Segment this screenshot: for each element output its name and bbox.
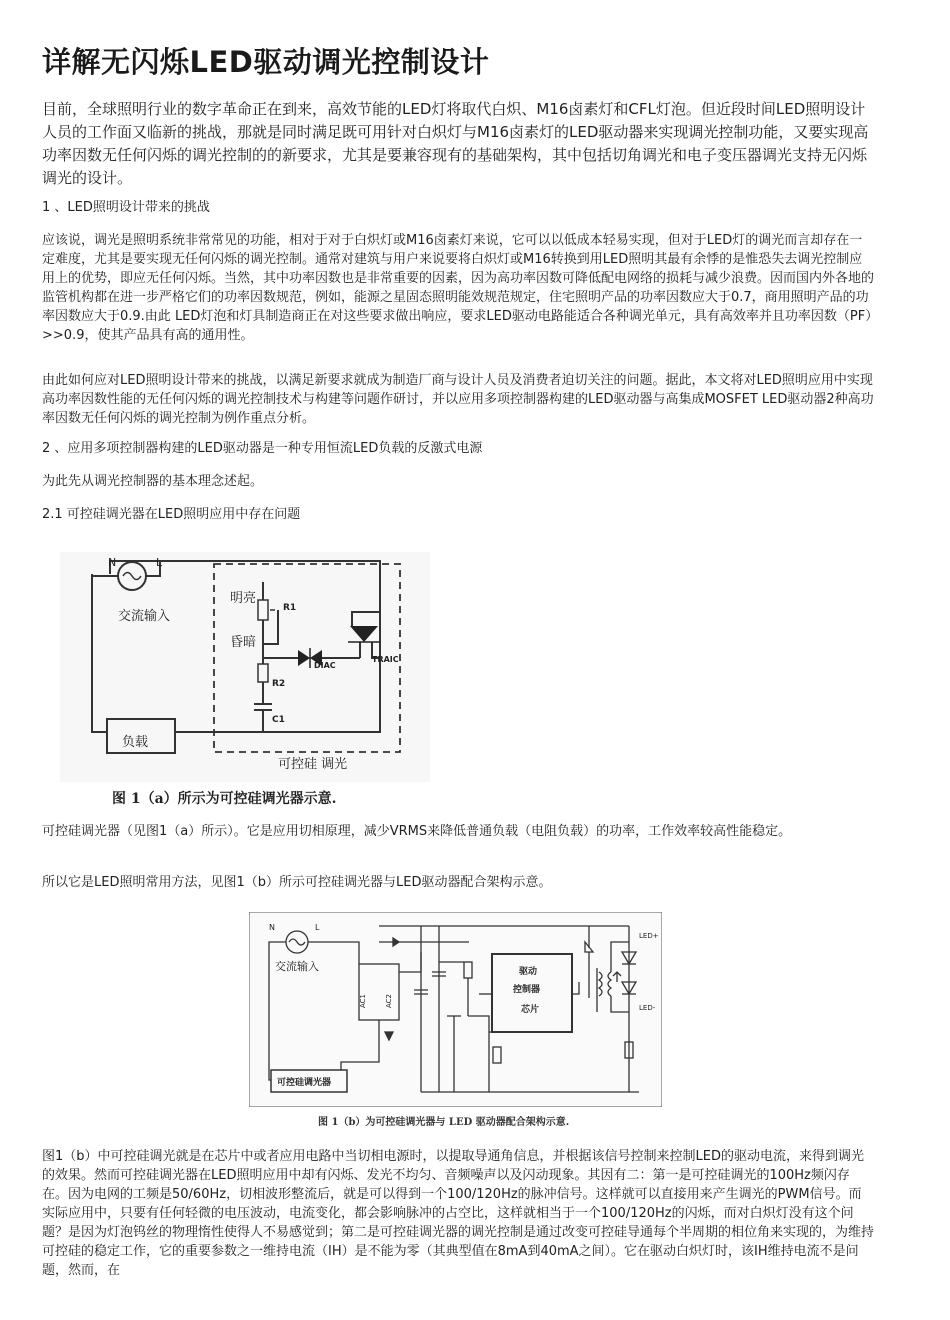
- fig-b-chip-line3: 芯片: [521, 1005, 540, 1015]
- fig-b-l-label: L: [315, 923, 320, 932]
- intro-paragraph: 目前，全球照明行业的数字革命正在到来，高效节能的LED灯将取代白炽、M16卤素灯和CFL灯泡。但近段时间LED照明设计人员的工作面又临新的挑战，那就是同时满足既可用针对白炽灯与M16卤素灯的LED驱动器来实现调光控制功能，又要实现高功率因数无任何闪烁的调光控制的的新要求，尤其是要兼容现有的基础架构，其中包括切角调光和电子变压器调光支持无闪烁调光的设计。: [42, 100, 869, 187]
- final-paragraph: 图1（b）中可控硅调光就是在芯片中或者应用电路中当切相电源时，以提取导通角信息，并根据该信号控制来控制LED的驱动电流，来得到调光的效果。然而可控硅调光器在LED照明应用中却有闪烁、发光不均匀、音频噪声以及闪动现象。其因有二：第一是可控硅调光的100Hz频闪存在。因为电网的工频是50/60Hz，切相波形整流后，就是可以得到一个100/120Hz的脉冲信号。这样就可以直接用来产生调光的PWM信号。而实际应用中，只要有任何轻微的电压波动，电流变化，都会影响脉冲的占空比，这样就相当于一个100/120Hz的闪烁，而对白炽灯没有这个问题？是因为灯泡钨丝的物理惰性使得人不易感觉到；第二是可控硅调光器的调光控制是通过改变可控硅导通每个半周期的相位角来实现的，为维持可控硅的稳定工作，它的重要参数之一维持电流（IH）是不能为零（其典型值在8mA到40mA之间）。它在驱动白炽灯时，该IH维持电流不是问题，然而，在: [42, 1149, 875, 1278]
- fig-a-r1-label: R1: [283, 603, 297, 613]
- fig-a-l-label: L: [156, 556, 163, 569]
- fig-a-triac-label: TRAIC: [372, 655, 399, 664]
- fig-a-c1-label: C1: [272, 715, 285, 725]
- figure-1a-caption: 图 1（a）所示为可控硅调光器示意.: [112, 791, 337, 807]
- fig-a-diac-label: DIAC: [314, 661, 336, 670]
- page-title: 详解无闪烁LED驱动调光控制设计: [42, 45, 490, 79]
- section1-paragraph-1: 应该说，调光是照明系统非常常见的功能，相对于对于白炽灯或M16卤素灯来说，它可以以低成本轻易实现，但对于LED灯的调光而言却存在一定难度，尤其是要实现无任何闪烁的调光控制。通常对建筑与用户来说要将白炽灯或M16转换到用LED照明其最有余悸的是惟恐失去调光控制应用上的优势，即应无任何闪烁。当然，其中功率因数也是非常重要的因素，因为高功率因数可降低配电网络的损耗与减少浪费。因而国内外各地的监管机构都在进一步严格它们的功率因数规范，例如，能源之星固态照明能效规范规定，住宅照明产品的功率因数应大于0.7，商用照明产品的功率因数应大于0.9.由此 LED灯泡和灯具制造商正在对这些要求做出响应，要求LED驱动电路能适合各种调光单元，具有高效率并且功率因数（PF）>>0.9，使其产品具有高的通用性。: [42, 233, 875, 343]
- figure-1b-caption: 图 1（b）为可控硅调光器与 LED 驱动器配合架构示意.: [318, 1117, 570, 1128]
- fig-b-ac2-label: AC2: [385, 993, 393, 1008]
- fig-b-dimmer-label: 可控硅调光器: [277, 1078, 332, 1088]
- fig-a-n-label: N: [108, 556, 117, 569]
- section1-paragraph-2: 由此如何应对LED照明设计带来的挑战，以满足新要求就成为制造厂商与设计人员及消费者迫切关注的问题。据此，本文将对LED照明应用中实现高功率因数性能的无任何闪烁的调光控制技术与构建等问题作研讨，并以应用多项控制器构建的LED驱动器与高集成MOSFET LED驱动器2种高功率因数无任何闪烁的调光控制为例作重点分析。: [42, 373, 874, 426]
- after-fig-a-paragraph-1: 可控硅调光器（见图1（a）所示）。它是应用切相原理，减少VRMS来降低普通负载（电阻负载）的功率，工作效率较高性能稳定。: [42, 824, 792, 839]
- fig-b-ac1-label: AC1: [359, 993, 367, 1008]
- fig-b-chip-line1: 驱动: [519, 967, 538, 977]
- fig-b-ac-label: 交流输入: [275, 960, 319, 973]
- fig-b-led-plus: LED+: [639, 932, 659, 940]
- fig-a-dimmer-label: 可控硅 调光: [278, 757, 348, 772]
- after-fig-a-paragraph-2: 所以它是LED照明常用方法，见图1（b）所示可控硅调光器与LED驱动器配合架构示意。: [42, 875, 552, 890]
- fig-b-n-label: N: [269, 923, 275, 932]
- fig-a-r2-label: R2: [272, 679, 286, 689]
- fig-a-ac-label: 交流输入: [118, 609, 171, 624]
- fig-a-dim-label: 昏暗: [230, 635, 257, 650]
- figure-1b-circuit: [249, 912, 662, 1107]
- fig-b-led-minus: LED-: [639, 1004, 656, 1012]
- section2-paragraph: 为此先从调光控制器的基本理念述起。: [42, 474, 264, 489]
- fig-a-load-label: 负载: [122, 735, 149, 750]
- section1-heading: 1 、LED照明设计带来的挑战: [42, 200, 210, 215]
- fig-b-chip-line2: 控制器: [513, 985, 541, 995]
- figure-1a-circuit: [60, 552, 430, 782]
- section21-heading: 2.1 可控硅调光器在LED照明应用中存在问题: [42, 507, 301, 522]
- section2-heading: 2 、应用多项控制器构建的LED驱动器是一种专用恒流LED负载的反激式电源: [42, 441, 483, 456]
- fig-a-bright-label: 明亮: [230, 591, 257, 606]
